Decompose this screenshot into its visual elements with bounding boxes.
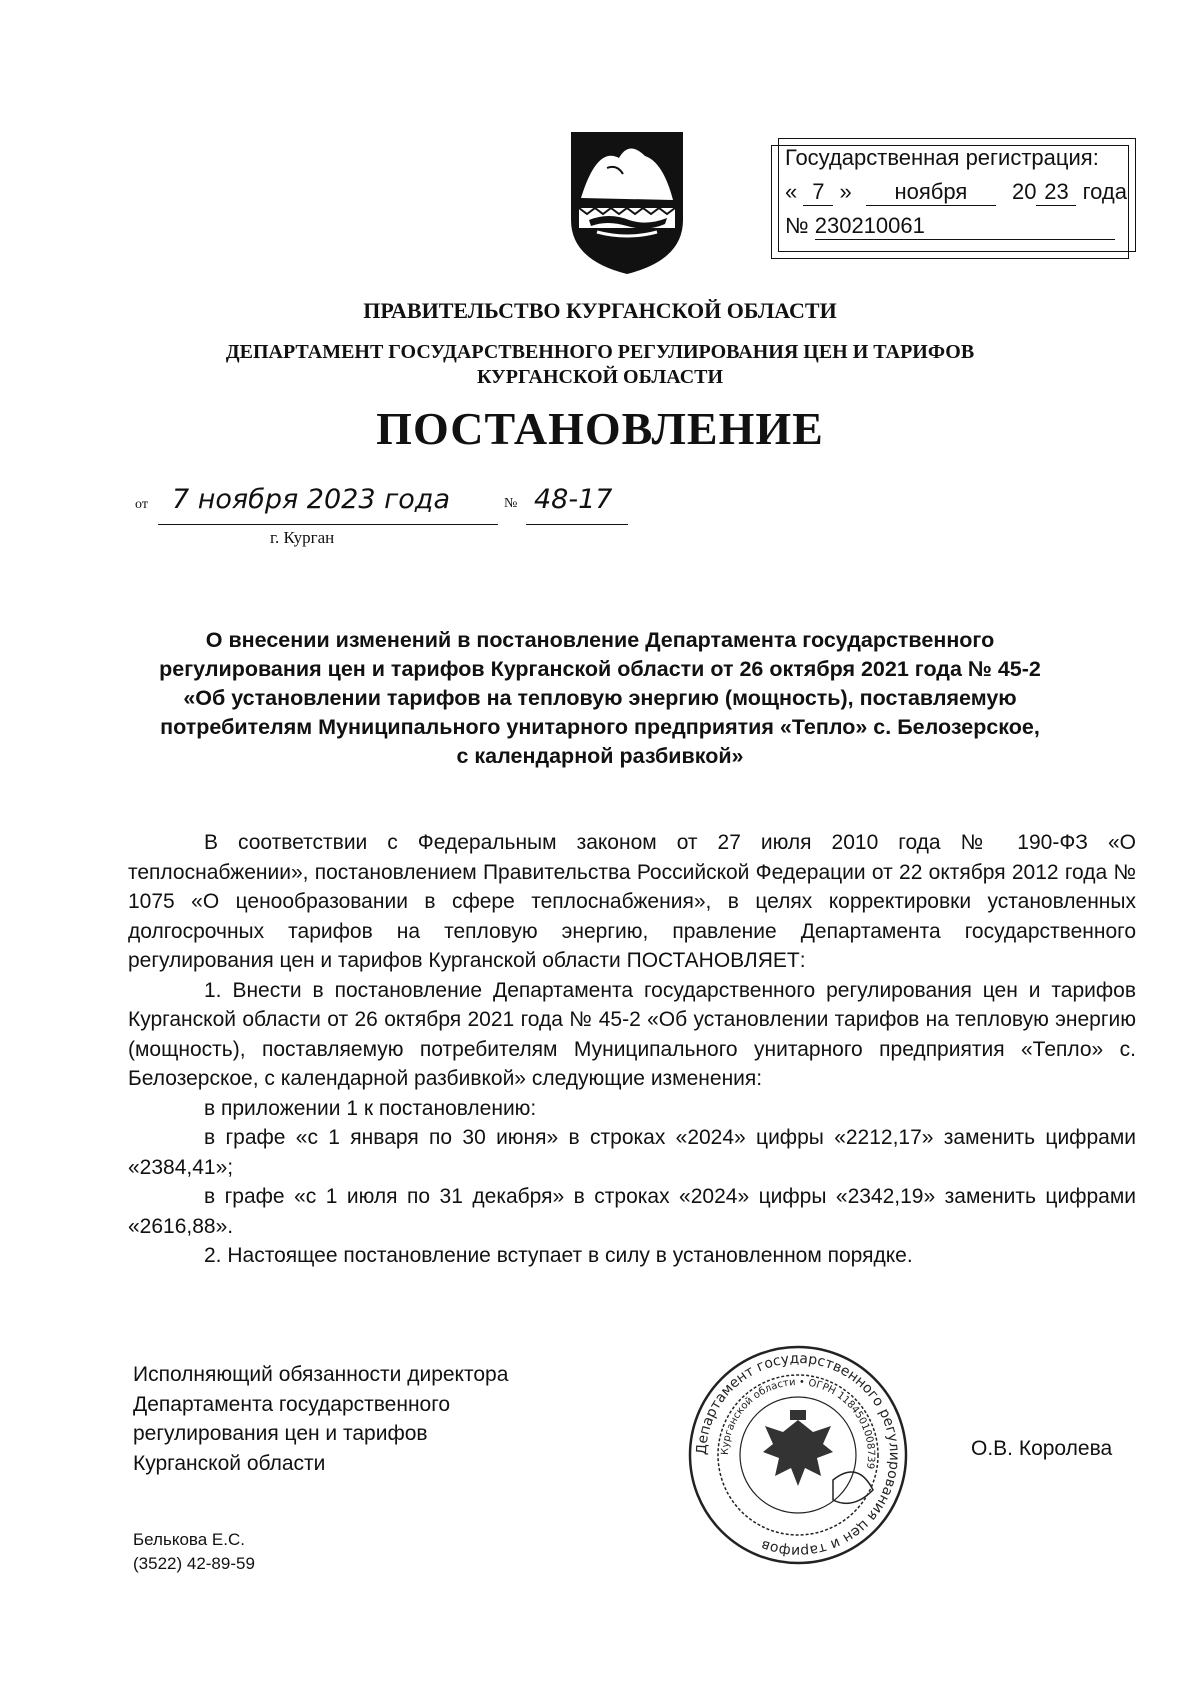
position-line: Исполняющий обязанности директора: [133, 1363, 509, 1386]
signatory-name: О.В. Королева: [971, 1437, 1113, 1460]
change-1-paragraph: в графе «с 1 января по 30 июня» в строках «2024» цифры «2212,17» заменить цифрами «2384,41»;: [128, 1126, 1136, 1179]
subject-line: «Об установлении тарифов на тепловую энергию (мощность), поставляемую: [183, 686, 1017, 710]
registration-year-prefix: 20: [1012, 179, 1037, 204]
government-heading: ПРАВИТЕЛЬСТВО КУРГАНСКОЙ ОБЛАСТИ: [363, 298, 837, 323]
department-heading-line2: КУРГАНСКОЙ ОБЛАСТИ: [476, 366, 724, 388]
position-line: Курганской области: [133, 1451, 326, 1475]
executor-info: [133, 1528, 255, 1576]
registration-box: [778, 138, 1136, 252]
executor-name: Белькова Е.С.: [133, 1530, 245, 1549]
change-2-paragraph: в графе «с 1 июля по 31 декабря» в строках «2024» цифры «2342,19» заменить цифрами «2616,88».: [128, 1185, 1136, 1238]
registration-year-word: года: [1082, 179, 1127, 204]
subject-line: с календарной разбивкой»: [456, 744, 744, 768]
registration-number: 230210061: [815, 213, 1115, 240]
department-heading: [150, 340, 1050, 390]
registration-year-suffix: 23: [1036, 179, 1076, 206]
position-line: регулирования цен и тарифов: [133, 1422, 428, 1445]
official-seal-icon: [683, 1340, 913, 1570]
seal-inner-text: Курганской области • ОГРН 1184501008739: [719, 1376, 877, 1470]
item-2-paragraph: 2. Настоящее постановление вступает в силу в установленном порядке.: [204, 1244, 913, 1267]
document-type-title: ПОСТАНОВЛЕНИЕ: [376, 403, 824, 454]
registration-number-row: [785, 209, 1135, 243]
signatory-position: [133, 1360, 508, 1478]
department-heading-line1: ДЕПАРТАМЕНТ ГОСУДАРСТВЕННОГО РЕГУЛИРОВАНИЯ ЦЕН И ТАРИФОВ: [225, 341, 975, 363]
registration-quote-open: «: [785, 179, 798, 204]
city: г. Курган: [270, 528, 335, 547]
document-number: 48-17: [534, 484, 613, 515]
subject-line: потребителям Муниципального унитарного предприятия «Тепло» с. Белозерское,: [160, 715, 1040, 739]
registration-day: 7: [803, 179, 833, 206]
subject-line: О внесении изменений в постановление Департамента государственного: [205, 628, 995, 652]
registration-month: ноября: [866, 179, 996, 206]
executor-phone: (3522) 42-89-59: [133, 1554, 255, 1573]
document-body: [128, 828, 1136, 1271]
appendix-paragraph: в приложении 1 к постановлению:: [204, 1096, 537, 1120]
date-label: от: [135, 497, 148, 512]
seal-outer-text: Департамент государственного регулирования цен и тарифов: [693, 1350, 903, 1560]
document-date: 7 ноября 2023 года: [172, 484, 451, 515]
registration-date: [785, 175, 1135, 209]
coat-of-arms-icon: [567, 128, 687, 278]
position-line: Департамента государственного: [133, 1392, 451, 1416]
registration-title: Государственная регистрация:: [785, 145, 1099, 170]
registration-quote-close: »: [839, 179, 852, 204]
seal-eagle: [763, 1410, 833, 1486]
preamble-paragraph: В соответствии с Федеральным законом от 27 июля 2010 года № 190-ФЗ «О теплоснабжении», постановлением Правительства Российской Федерации от 22 октября 2012 года № 1075 «О ценообразовании в сфере теплоснабжения», в целях корректировки установленных долгосрочных тарифов на тепловую энергию, правление Департамента государственного регулирования цен и тарифов Курганской области ПОСТАНОВЛЯЕТ:: [128, 831, 1136, 972]
item-1-paragraph: 1. Внести в постановление Департамента государственного регулирования цен и тарифов Курганской области от 26 октября 2021 года № 45-2 «Об установлении тарифов на тепловую энергию (мощность), поставляемую потребителям Муниципального унитарного предприятия «Тепло» с. Белозерское, с календарной разбивкой» следующие изменения:: [128, 978, 1136, 1090]
document-subject: [118, 626, 1082, 771]
registration-number-label: №: [785, 213, 809, 238]
subject-line: регулирования цен и тарифов Курганской области от 26 октября 2021 года № 45-2: [159, 657, 1041, 681]
number-label: №: [504, 496, 518, 511]
